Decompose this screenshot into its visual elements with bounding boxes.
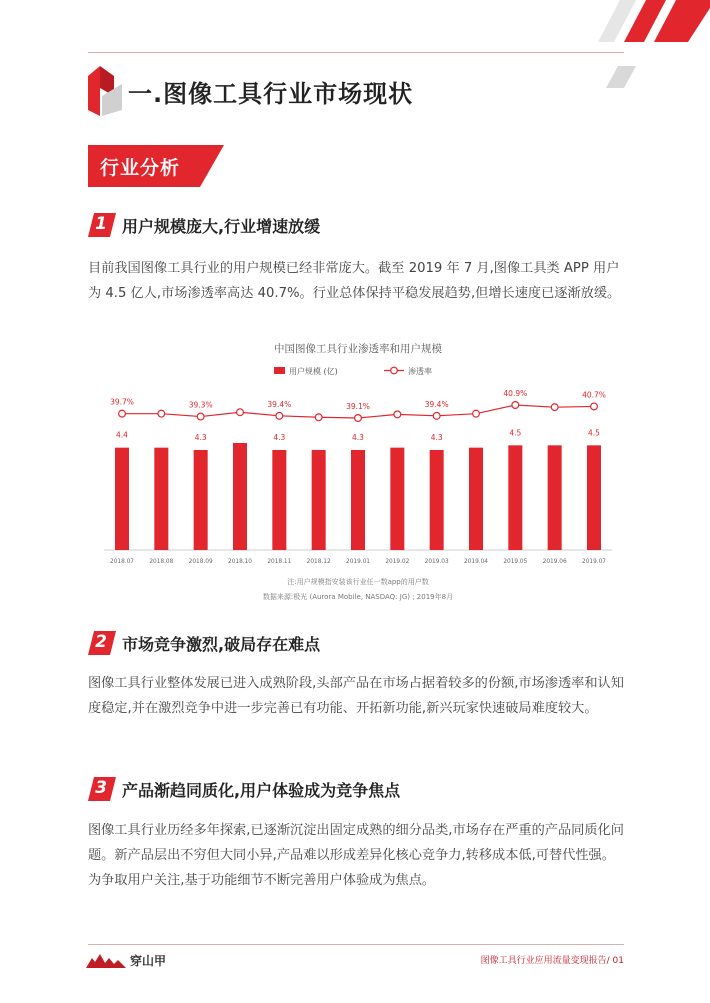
line-point-2019.07 bbox=[591, 403, 598, 410]
paragraph-1: 目前我国图像工具行业的用户规模已经非常庞大。截至 2019 年 7 月,图像工具类 APP 用户为 4.5 亿人,市场渗透率高达 40.7%。行业总体保持平稳发展趋势,但增长速度已逐渐放缓。 bbox=[88, 261, 621, 301]
line-point-2018.07 bbox=[119, 410, 126, 417]
bar-label: 4.5 bbox=[509, 428, 522, 438]
chart-title: 中国图像工具行业渗透率和用户规模 bbox=[274, 343, 442, 355]
bar-2018.09 bbox=[194, 450, 208, 550]
footer-rule bbox=[88, 944, 624, 945]
bar-label: 4.3 bbox=[352, 432, 364, 442]
subsection-title: 市场竞争激烈,破局存在难点 bbox=[122, 634, 321, 654]
number-badge bbox=[88, 213, 116, 237]
number-badge-label: 1 bbox=[95, 214, 107, 234]
bar-2018.12 bbox=[312, 450, 326, 550]
bar-label: 4.3 bbox=[273, 432, 286, 442]
bar-2019.04 bbox=[469, 448, 483, 550]
top-rule bbox=[88, 52, 624, 53]
subsection-title: 用户规模庞大,行业增速放缓 bbox=[122, 216, 321, 236]
number-badge-label: 3 bbox=[95, 778, 107, 798]
line-label: 39.7% bbox=[110, 397, 134, 407]
bar-label: 4.5 bbox=[588, 428, 600, 438]
line-point-2018.11 bbox=[276, 412, 283, 419]
x-tick-label: 2018.12 bbox=[306, 559, 331, 565]
line-label: 39.4% bbox=[267, 399, 292, 409]
chart-source: 数据来源:极光 (Aurora Mobile, NASDAQ: JG) ; 2019年8月 bbox=[262, 593, 454, 601]
brand-mountain-icon bbox=[86, 952, 126, 968]
line-label: 39.4% bbox=[424, 399, 449, 409]
bar-2018.11 bbox=[272, 450, 286, 550]
footer-brand: 穿山甲 bbox=[130, 954, 167, 968]
x-tick-label: 2018.07 bbox=[110, 559, 134, 565]
bar-2019.05 bbox=[508, 445, 522, 550]
bar-2018.10 bbox=[233, 443, 247, 550]
number-badge bbox=[88, 631, 116, 655]
corner-stripes-decoration bbox=[590, 0, 710, 42]
subsection-heading-3 bbox=[88, 776, 400, 802]
brand-logo-icon bbox=[88, 66, 124, 116]
line-label: 39.1% bbox=[346, 402, 370, 411]
bar-2019.06 bbox=[548, 445, 562, 550]
legend-label-bars: 用户规模 (亿) bbox=[289, 367, 338, 376]
legend-label-line: 渗透率 bbox=[408, 367, 432, 376]
subsection-heading-1 bbox=[88, 212, 320, 238]
x-tick-label: 2018.08 bbox=[149, 559, 174, 565]
penetration-user-chart bbox=[88, 332, 628, 612]
x-tick-label: 2019.07 bbox=[582, 559, 606, 565]
x-tick-label: 2018.11 bbox=[267, 559, 292, 565]
footer-page-note: 图像工具行业应用流量变现报告/ 01 bbox=[480, 956, 624, 966]
x-tick-label: 2019.02 bbox=[385, 559, 410, 565]
x-tick-label: 2019.03 bbox=[424, 559, 449, 565]
line-point-2019.03 bbox=[433, 412, 440, 419]
chart-note: 注:用户规模指安装该行业任一数app的用户数 bbox=[287, 578, 429, 586]
bar-2018.08 bbox=[154, 448, 168, 550]
x-tick-label: 2019.04 bbox=[464, 559, 488, 565]
bar-label: 4.3 bbox=[430, 432, 443, 442]
subsection-heading-2 bbox=[88, 630, 320, 656]
line-point-2019.05 bbox=[512, 402, 519, 409]
section-tag bbox=[88, 145, 224, 187]
stripe-decoration bbox=[606, 66, 636, 88]
line-point-2018.10 bbox=[237, 409, 244, 416]
line-label: 40.9% bbox=[503, 389, 528, 398]
bar-label: 4.4 bbox=[116, 430, 128, 440]
x-tick-label: 2018.09 bbox=[188, 559, 213, 565]
number-badge bbox=[88, 777, 116, 801]
line-point-2019.04 bbox=[473, 410, 480, 417]
bar-label: 4.3 bbox=[194, 432, 207, 442]
bar-2019.01 bbox=[351, 450, 365, 550]
paragraph-2: 图像工具行业整体发展已进入成熟阶段,头部产品在市场占据着较多的份额,市场渗透率和认知度稳定,并在激烈竞争中进一步完善已有功能、开拓新功能,新兴玩家快速破局难度较大。 bbox=[88, 676, 624, 716]
bar-2019.03 bbox=[430, 450, 444, 550]
line-point-2019.02 bbox=[394, 411, 401, 418]
x-tick-label: 2019.01 bbox=[346, 559, 370, 565]
bar-2019.07 bbox=[587, 445, 601, 550]
line-point-2018.12 bbox=[315, 414, 322, 421]
line-point-2019.06 bbox=[551, 404, 558, 411]
line-label: 40.7% bbox=[582, 390, 606, 400]
line-point-2019.01 bbox=[355, 415, 362, 422]
subsection-title: 产品渐趋同质化,用户体验成为竞争焦点 bbox=[122, 780, 401, 800]
paragraph-3: 图像工具行业历经多年探索,已逐渐沉淀出固定成熟的细分品类,市场存在严重的产品同质化问题。新产品层出不穷但大同小异,产品难以形成差异化核心竞争力,转移成本低,可替代性强。为争取用户关注,基于功能细节不断完善用户体验成为焦点。 bbox=[88, 823, 624, 888]
bar-2018.07 bbox=[115, 448, 129, 550]
line-point-2018.09 bbox=[197, 413, 204, 420]
legend-marker bbox=[391, 367, 398, 374]
legend-swatch-bars bbox=[274, 367, 285, 374]
section-tag-label: 行业分析 bbox=[100, 157, 181, 179]
line-point-2018.08 bbox=[158, 410, 165, 417]
number-badge-label: 2 bbox=[95, 632, 107, 652]
bar-2019.02 bbox=[390, 448, 404, 550]
x-tick-label: 2018.10 bbox=[228, 559, 252, 565]
page-title: 一.图像工具行业市场现状 bbox=[128, 80, 414, 108]
x-tick-label: 2019.06 bbox=[542, 559, 567, 565]
line-label: 39.3% bbox=[188, 400, 213, 410]
x-tick-label: 2019.05 bbox=[503, 559, 528, 565]
